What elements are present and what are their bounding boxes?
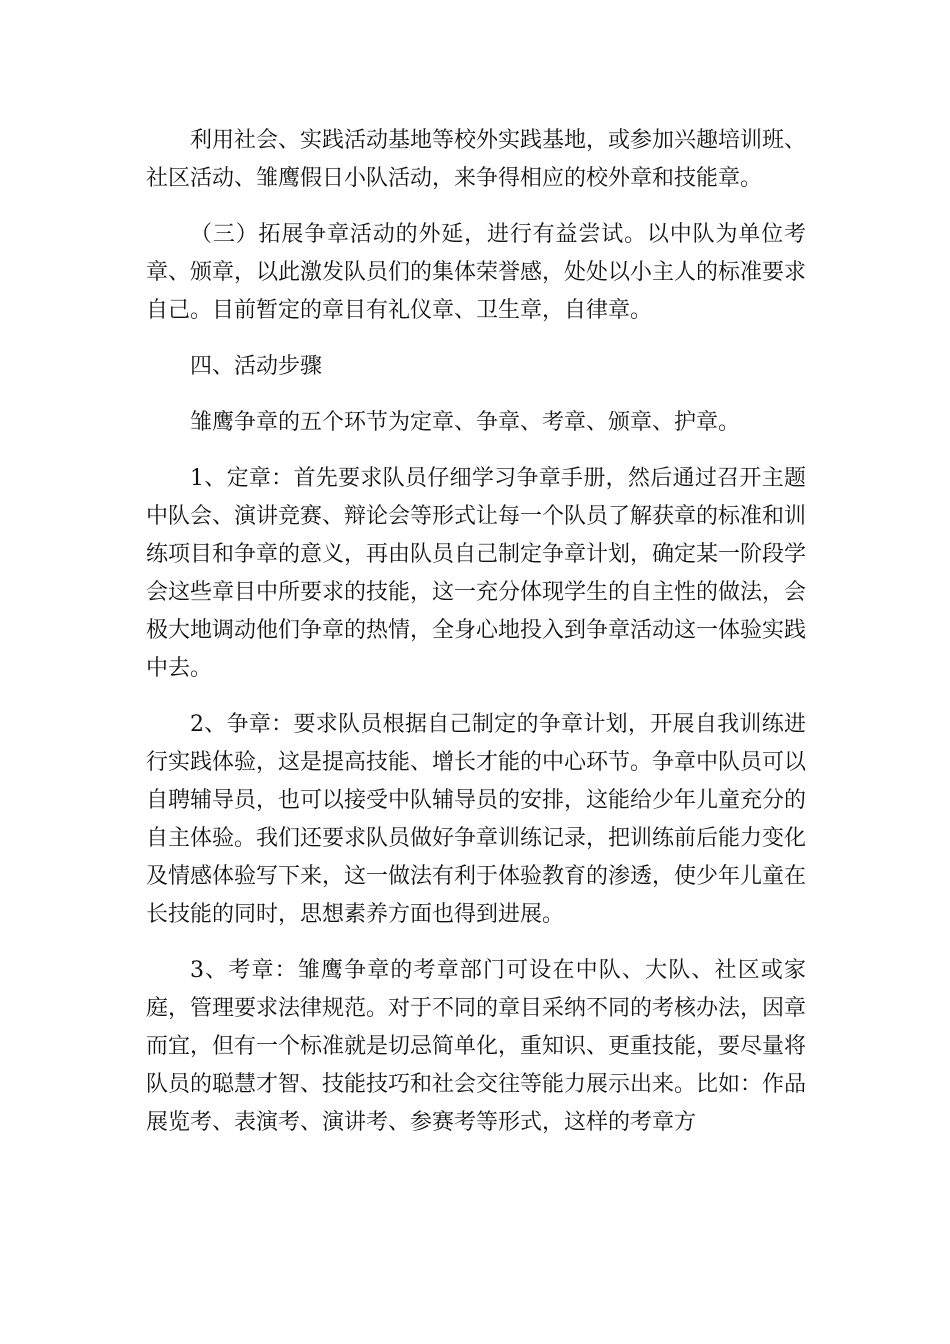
paragraph-extension: （三）拓展争章活动的外延，进行有益尝试。以中队为单位考章、颁章，以此激发队员们的集体荣誉感，处处以小主人的标准要求自己。目前暂定的章目有礼仪章、卫生章，自律章。 [146,222,807,323]
paragraph-practice-base: 利用社会、实践活动基地等校外实践基地，或参加兴趣培训班、社区活动、雏鹰假日小队活动，来争得相应的校外章和技能章。 [146,128,807,191]
section-heading-steps: 四、活动步骤 [190,354,323,379]
paragraph-step-1: 1、定章：首先要求队员仔细学习争章手册，然后通过召开主题中队会、演讲竞赛、辩论会等形式让每一个队员了解获章的标准和训练项目和争章的意义，再由队员自己制定争章计划，确定某一阶段学会这些章目中所要求的技能，这一充分体现学生的自主性的做法，会极大地调动他们争章的热情，全身心地投入到争章活动这一体验实践中去。 [146,466,807,681]
document-body [146,122,806,1142]
paragraph-step-2: 2、争章：要求队员根据自己制定的争章计划，开展自我训练进行实践体验，这是提高技能、增长才能的中心环节。争章中队员可以自聘辅导员，也可以接受中队辅导员的安排，这能给少年儿童充分的自主体验。我们还要求队员做好争章训练记录，把训练前后能力变化及情感体验写下来，这一做法有利于体验教育的渗透，使少年儿童在长技能的同时，思想素养方面也得到进展。 [146,712,807,927]
paragraph-step-3: 3、考章：雏鹰争章的考章部门可设在中队、大队、社区或家庭，管理要求法律规范。对于不同的章目采纳不同的考核办法，因章而宜，但有一个标准就是切忌简单化，重知识、更重技能，要尽量将队员的聪慧才智、技能技巧和社会交往等能力展示出来。比如：作品展览考、表演考、演讲考、参赛考等形式，这样的考章方 [146,958,807,1135]
paragraph-five-steps: 雏鹰争章的五个环节为定章、争章、考章、颁章、护章。 [190,410,741,435]
